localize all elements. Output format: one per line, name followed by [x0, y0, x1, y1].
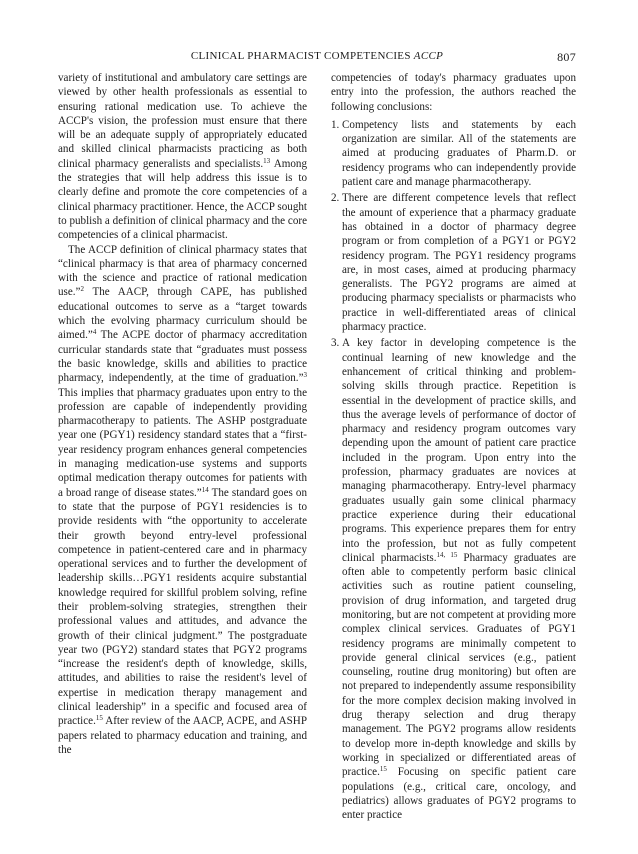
paragraph	[58, 71, 307, 243]
text-run: The ACCP definition of clinical pharmacy states that “clinical pharmacy is that area of pharmacy concerned with the science and practice of rational medication use.”	[58, 243, 307, 299]
paragraph: competencies of today's pharmacy graduates upon entry into the profession, the authors reached the following conclusions:	[331, 72, 576, 113]
reference-marker: 15	[95, 714, 103, 723]
text-run: Pharmacy graduates are often able to competently perform basic clinical activities such as routine patient counseling, provision of drug information, and targeted drug monitoring, but are not competent at providing more complex clinical services. Graduates of PGY1 residency programs are minimally competent to provide general clinical services (e.g., patient counseling, routine drug monitoring) but often are not prepared to independently assume responsibility for the more complex decision making involved in drug therapy selection and drug therapy management. The PGY2 programs allow residents to develop more in-depth knowledge and skills by working in specialized or differentiated areas of practice.	[342, 551, 577, 779]
conclusions-list	[331, 118, 576, 823]
text-run: The standard goes on to state that the purpose of PGY1 residencies is to provide residents with “the opportunity to accelerate their growth beyond entry-level professional competence in patient-centered care and in pharmacy operational services and to further the development of leadership skills…PGY1 residents acquire substantial knowledge required for skillful problem solving, refine their problem-solving strategies, strengthen their professional values and attitudes, and advance the growth of their clinical judgment.” The postgraduate year two (PGY2) standard states that PGY2 programs “increase the resident's depth of knowledge, skills, attitudes, and abilities to raise the resident's level of expertise in medication therapy management and clinical leadership” in a specific and focused area of practice.	[58, 486, 307, 728]
reference-marker: 2	[80, 285, 84, 294]
text-run: After review of the AACP, ACPE, and ASHP papers related to pharmacy education and training, and the	[58, 715, 307, 756]
text-run: The AACP, through CAPE, has published educational outcomes to serve as a “target towards which the evolving pharmacy curriculum should be aimed.”	[58, 286, 307, 342]
text-run: Among the strategies that will help address this issue is to clearly define and promote the core competencies of a clinical pharmacy practitioner. Hence, the ACCP sought to publish a definition of clinical pharmacy and the core competencies of a clinical pharmacist.	[58, 157, 307, 242]
text-run: The ACPE doctor of pharmacy accreditation curricular standards state that “graduates must possess the basic knowledge, skills and abilities to practice pharmacy, independently, at the time of graduation.”	[58, 329, 307, 385]
reference-marker: 15	[379, 765, 387, 774]
running-title-text: CLINICAL PHARMACIST COMPETENCIES	[190, 50, 411, 62]
running-header	[58, 50, 576, 66]
left-column	[58, 71, 307, 757]
text-run: Focusing on specific patient care populations (e.g., critical care, oncology, and pediatrics) allows graduates of PGY2 programs to enter practice	[342, 766, 576, 822]
list-item	[331, 191, 576, 334]
reference-marker: 3	[303, 371, 307, 380]
list-item-text: Competency lists and statements by each organization are similar. All of the statements are aimed at producing graduates of Pharm.D. or residency programs who can independently provide patient care and manage pharmacotherapy.	[342, 118, 576, 189]
text-run: This implies that pharmacy graduates upon entry to the profession are capable of independently providing pharmacotherapy to patients. The ASHP postgraduate year one (PGY1) residency standard states that a “first-year residency program enhances general competencies in managing medication-use systems and supports optimal medication therapy outcomes for patients with a broad range of disease states.”	[58, 386, 307, 499]
paragraph	[58, 243, 307, 758]
reference-marker: 14	[201, 485, 209, 494]
right-column	[331, 71, 576, 824]
running-title	[58, 50, 576, 62]
list-item-text: There are different competence levels that reflect the amount of experience that a pharmacy graduate has obtained in a doctor of pharmacy degree program or from completion of a PGY1 or PGY2 residency program. The PGY1 residency programs are, in most cases, aimed at producing pharmacy generalists. The PGY2 programs are aimed at producing pharmacy specialists or pharmacists who practice in well-differentiated areas of clinical pharmacy practice.	[342, 192, 576, 334]
list-item	[331, 118, 576, 189]
list-item	[331, 336, 576, 822]
journal-abbrev: ACCP	[413, 50, 444, 62]
reference-marker: 4	[92, 328, 97, 337]
reference-marker: 13	[263, 156, 271, 165]
reference-marker: 14, 15	[436, 550, 458, 559]
list-number: 2.	[331, 192, 340, 205]
text-run: variety of institutional and ambulatory care settings are viewed by other health professionals as essential to ensuring rational medication use. To achieve the ACCP's vision, the profession must ensure that there will be an adequate supply of appropriately educated and skilled clinical pharmacists practicing as both clinical pharmacy generalists and specialists.	[58, 72, 307, 170]
list-number: 1.	[331, 118, 340, 131]
text-run: A key factor in developing competence is the continual learning of new knowledge and the enhancement of critical thinking and problem-solving skills through practice. Repetition is essential in the development of practice skills, and thus the average levels of performance of doctor of pharmacy and residency program outcomes vary depending upon the amount of patient care practice included in the program. Upon entry into the profession, pharmacy graduates are novices at managing pharmacotherapy. Entry-level pharmacy graduates usually gain some clinical pharmacy practice experience during their educational programs. This experience prepares them for entry into the profession, but not as fully competent clinical pharmacists.	[342, 337, 576, 564]
list-number: 3.	[331, 337, 340, 350]
page-number: 807	[557, 50, 576, 64]
